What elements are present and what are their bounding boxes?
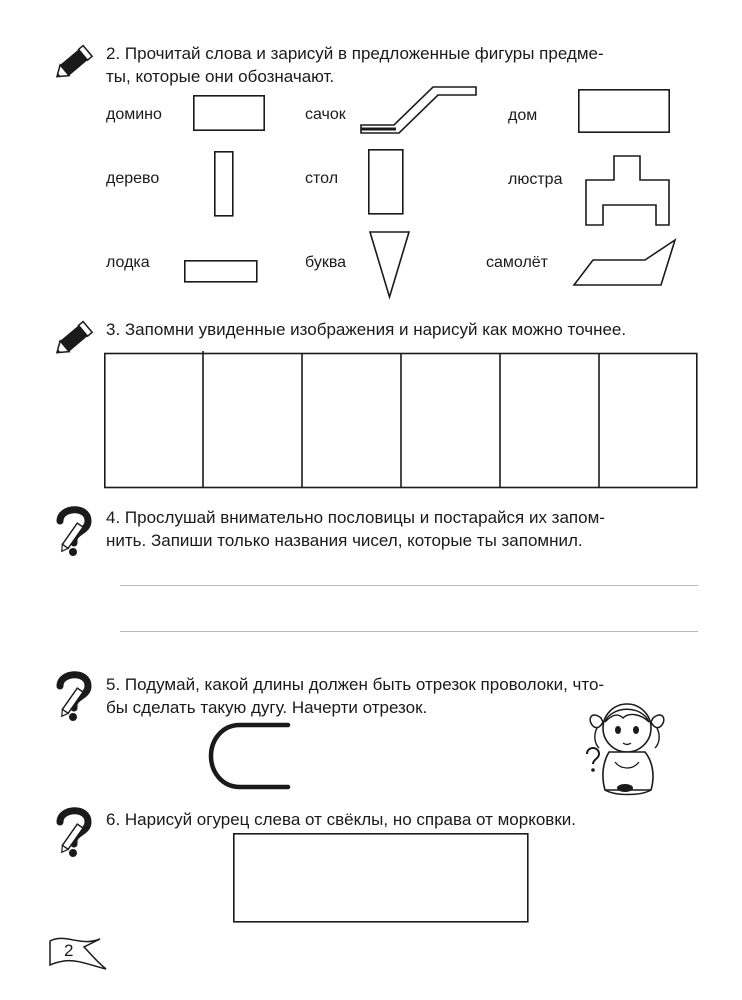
word-dom: дом	[508, 107, 538, 124]
page-flag-icon	[46, 935, 108, 971]
shape-samolyot[interactable]	[571, 238, 677, 288]
answer-line-2[interactable]	[120, 631, 698, 632]
task6-instruction: 6. Нарисуй огурец слева от свёклы, но справа от морковки.	[106, 810, 576, 829]
drawing-box[interactable]	[233, 833, 529, 923]
word-sachok: сачок	[305, 106, 346, 123]
girl-thinking-icon	[585, 696, 671, 798]
word-lodka: лодка	[106, 254, 150, 271]
wire-arc	[208, 722, 290, 790]
pencil-icon	[52, 40, 100, 84]
page-number: 2	[64, 941, 74, 960]
question-pencil-icon	[52, 804, 96, 858]
task5-line1: 5. Подумай, какой длины должен быть отрезок проволоки, что-	[106, 675, 605, 694]
word-stol: стол	[305, 170, 339, 187]
question-pencil-icon	[52, 503, 96, 557]
word-domino: домино	[106, 106, 162, 123]
task3-instruction: 3. Запомни увиденные изображения и нарисуй как можно точнее.	[106, 320, 627, 339]
task4-line2: нить. Запиши только названия чисел, которые ты запомнил.	[106, 531, 583, 550]
shape-lyustra[interactable]	[585, 155, 671, 227]
word-bukva: буква	[305, 254, 347, 271]
task2-line2: ты, которые они обозначают.	[106, 67, 335, 86]
shape-lodka[interactable]	[184, 260, 258, 284]
answer-line-1[interactable]	[120, 585, 698, 586]
shape-domino[interactable]	[193, 95, 265, 131]
shape-derevo[interactable]	[214, 151, 234, 217]
task4-instruction	[106, 506, 698, 552]
shape-stol[interactable]	[368, 149, 404, 215]
word-lyustra: люстра	[508, 171, 563, 188]
task4-line1: 4. Прослушай внимательно пословицы и постарайся их запом-	[106, 508, 605, 527]
shape-dom[interactable]	[578, 89, 670, 133]
task5-line2: бы сделать такую дугу. Начерти отрезок.	[106, 698, 428, 717]
shape-bukva[interactable]	[369, 231, 411, 299]
word-derevo: дерево	[106, 170, 160, 187]
task2-line1: 2. Прочитай слова и зарисуй в предложенные фигуры предме-	[106, 44, 604, 63]
drawing-grid[interactable]	[104, 351, 698, 489]
question-pencil-icon	[52, 668, 96, 722]
pencil-icon	[52, 316, 100, 360]
shape-sachok[interactable]	[360, 85, 478, 135]
word-samolyot: самолёт	[486, 254, 549, 271]
task2-instruction	[106, 42, 698, 88]
